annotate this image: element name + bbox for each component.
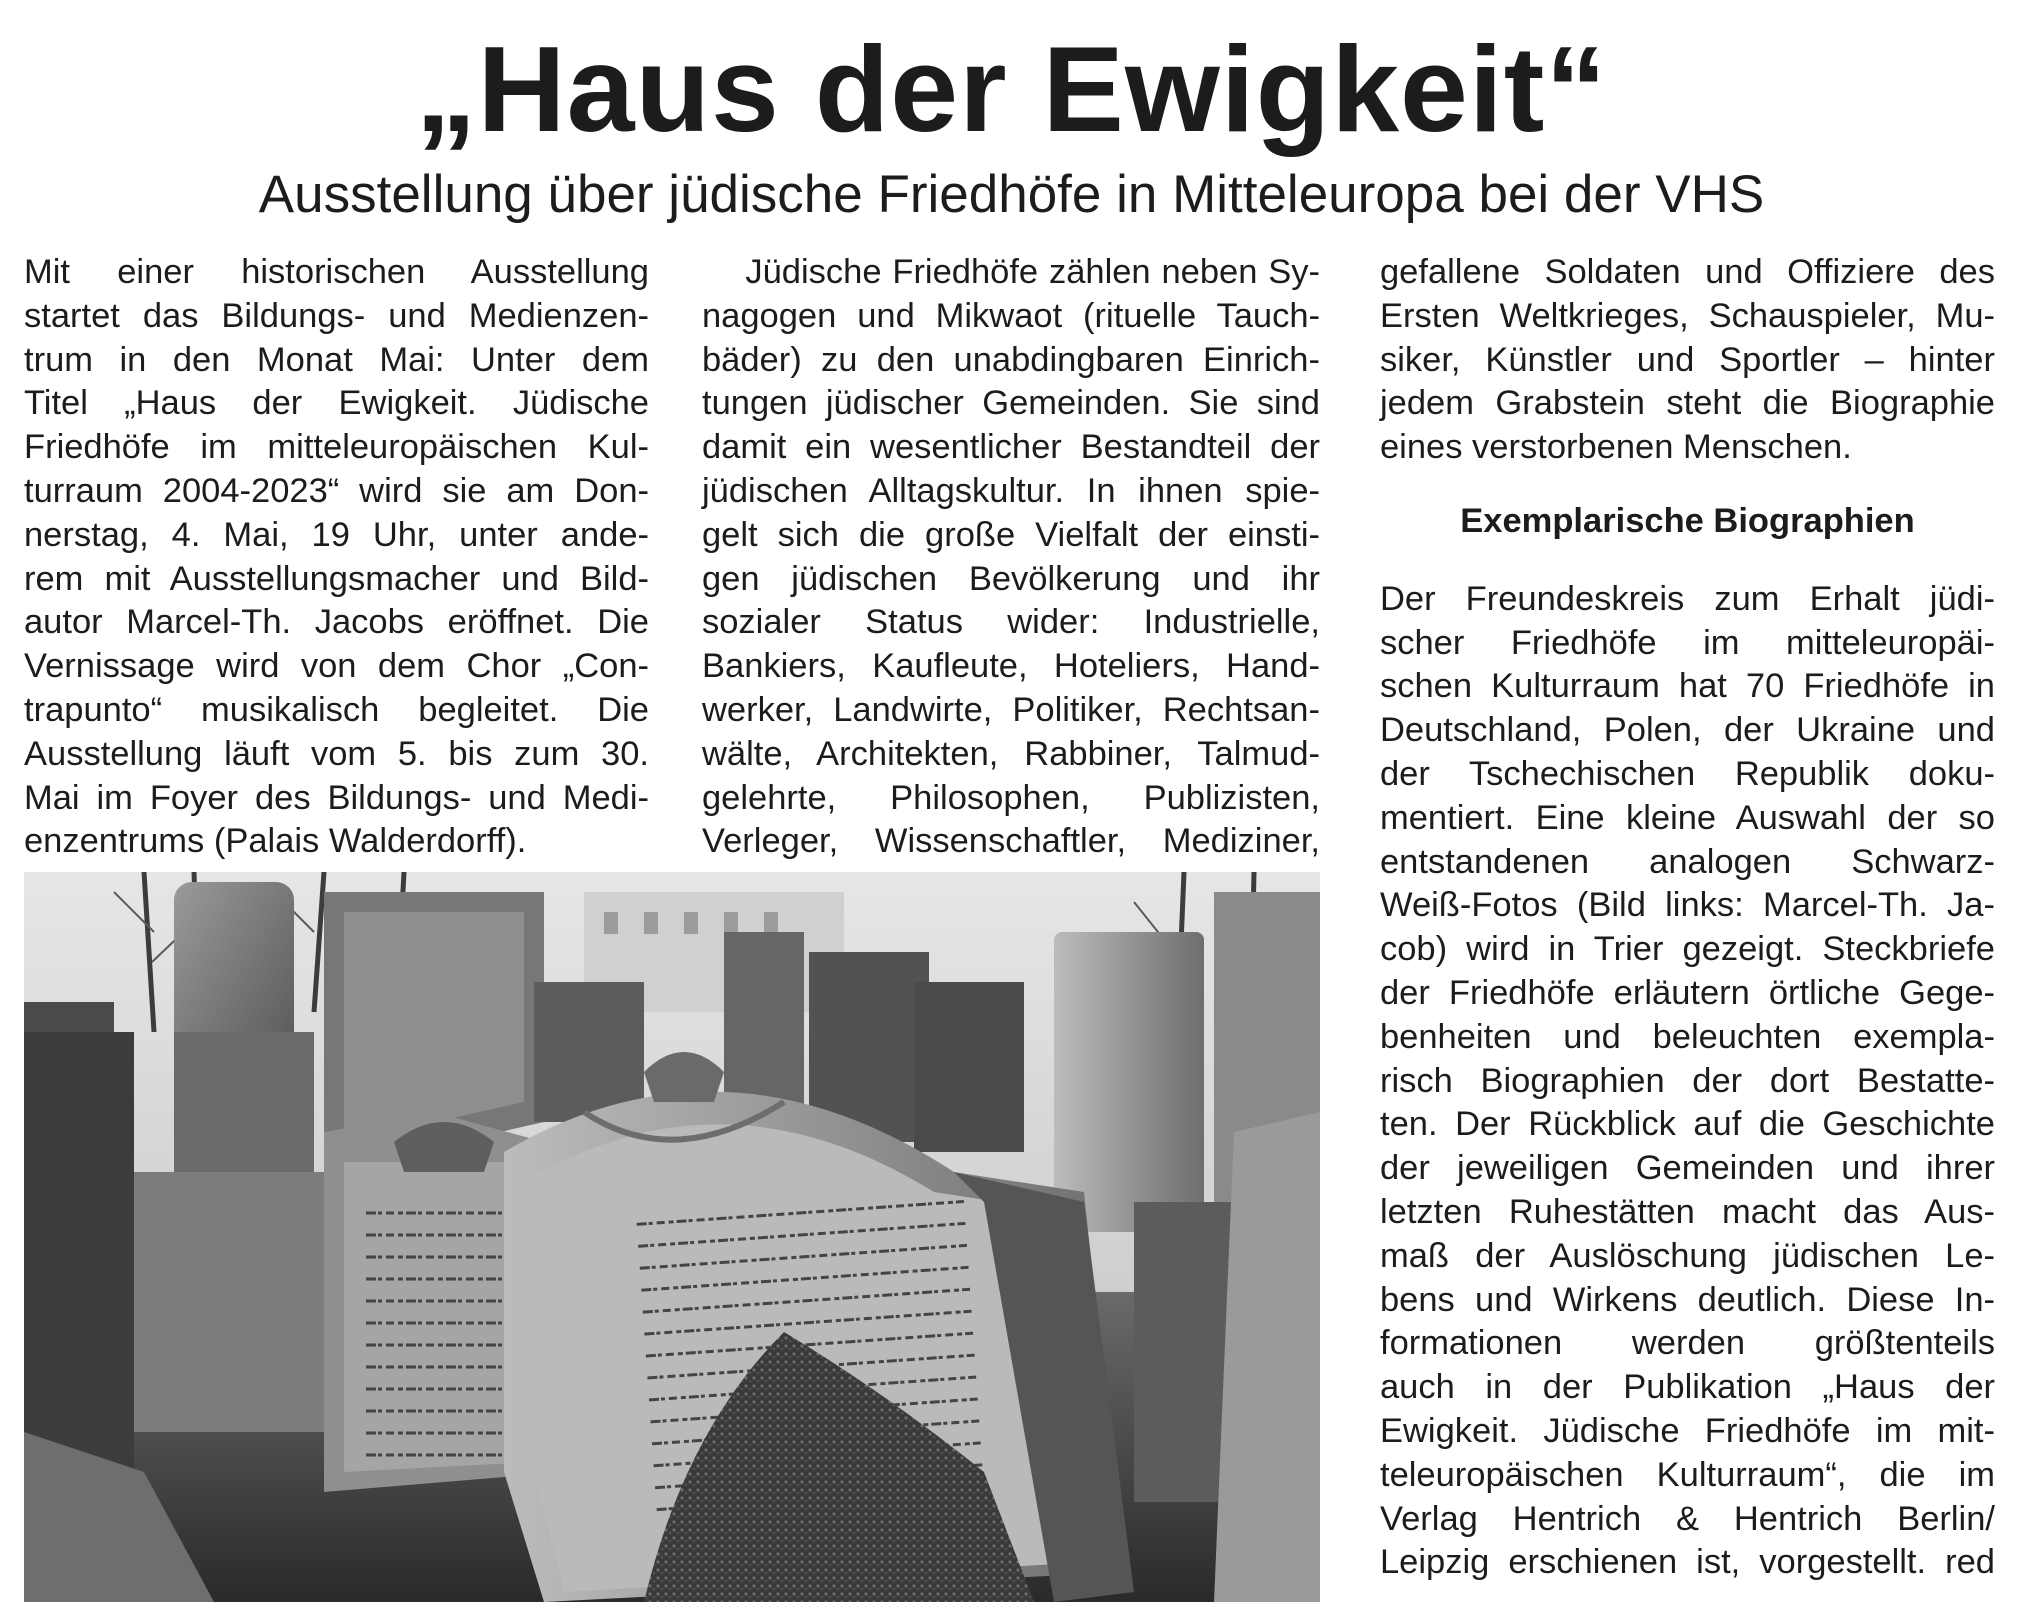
text-line: gelt sich die große Vielfalt der einsti- (702, 515, 1320, 554)
text-line: werker, Landwirte, Politiker, Rechtsan- (702, 690, 1320, 729)
text-line: rem mit Ausstellungsmacher und Bild- (24, 559, 649, 598)
text-line: gelehrte, Philosophen, Publizisten, (702, 778, 1320, 817)
text-line: gefallene Soldaten und Offiziere des (1380, 253, 1995, 291)
section-heading: Exemplarische Biographien (1460, 501, 1915, 540)
text-line: mentiert. Eine kleine Auswahl der so (1380, 798, 1995, 837)
text-line: teleuropäischen Kulturraum“, die im (1380, 1455, 1995, 1494)
text-line: sozialer Status wider: Industrielle, (702, 603, 1320, 642)
text-line: letzten Ruhestätten macht das Aus- (1380, 1192, 1995, 1231)
text-line: Weiß-Fotos (Bild links: Marcel-Th. Ja- (1380, 886, 1995, 925)
text-line: Der Freundeskreis zum Erhalt jüdi- (1380, 579, 1995, 618)
text-column-2 (702, 251, 1320, 864)
text-line: ten. Der Rückblick auf die Geschichte (1380, 1105, 1995, 1144)
text-line: Mai im Foyer des Bildungs- und Medi- (24, 778, 649, 817)
text-line: tungen jüdischer Gemeinden. Sie sind (702, 384, 1320, 423)
text-line: Friedhöfe im mitteleuropäischen Kul- (24, 428, 649, 467)
text-line: nerstag, 4. Mai, 19 Uhr, unter ande- (24, 515, 649, 554)
text-line: Jüdische Friedhöfe zählen neben Sy- (702, 253, 1320, 291)
text-line: startet das Bildungs- und Medienzen- (24, 296, 649, 335)
text-line: bäder) zu den unabdingbaren Einrich- (702, 340, 1320, 379)
text-line: Titel „Haus der Ewigkeit. Jüdische (24, 384, 649, 423)
text-line: der Friedhöfe erläutern örtliche Gege- (1380, 973, 1995, 1012)
text-line: trum in den Monat Mai: Unter dem (24, 340, 649, 379)
article-title: „Haus der Ewigkeit“ (415, 21, 1608, 157)
text-line: Ersten Weltkrieges, Schauspieler, Mu- (1380, 296, 1995, 335)
text-line: auch in der Publikation „Haus der (1380, 1368, 1995, 1407)
text-line: der jeweiligen Gemeinden und ihrer (1380, 1149, 1995, 1188)
text-line: siker, Künstler und Sportler – hinter (1380, 340, 1995, 379)
text-line: maß der Auslöschung jüdischen Le- (1380, 1236, 1995, 1275)
text-line: turraum 2004-2023“ wird sie am Don- (24, 471, 649, 510)
text-line: scher Friedhöfe im mitteleuropäi- (1380, 623, 1995, 662)
text-line: damit ein wesentlicher Bestandteil der (702, 428, 1320, 467)
spacer (1380, 470, 1995, 500)
article-subtitle: Ausstellung über jüdische Friedhöfe in Mitteleuropa bei der VHS (258, 165, 1765, 224)
text-line: Verlag Hentrich & Hentrich Berlin/ (1380, 1499, 1995, 1538)
spacer (1380, 544, 1995, 578)
text-line: jedem Grabstein steht die Biographie (1380, 384, 1995, 423)
text-line: risch Biographien der dort Bestatte- (1380, 1061, 1995, 1100)
text-line: Leipzig erschienen ist, vorgestellt. red (1380, 1543, 1995, 1582)
text-line: schen Kulturraum hat 70 Friedhöfe in (1380, 667, 1995, 706)
text-line: benheiten und beleuchten exempla- (1380, 1017, 1995, 1056)
text-line: Verleger, Wissenschaftler, Mediziner, (702, 822, 1320, 861)
text-line: Vernissage wird von dem Chor „Con- (24, 647, 649, 686)
text-column-3 (1380, 251, 1995, 1585)
cemetery-photo (24, 872, 1320, 1602)
text-line: nagogen und Mikwaot (rituelle Tauch- (702, 296, 1320, 335)
text-line: entstandenen analogen Schwarz- (1380, 842, 1995, 881)
text-line: der Tschechischen Republik doku- (1380, 754, 1995, 793)
cemetery-photo-illustration (24, 872, 1320, 1602)
text-line: autor Marcel-Th. Jacobs eröffnet. Die (24, 603, 649, 642)
text-line: Mit einer historischen Ausstellung (24, 253, 649, 291)
text-line: bens und Wirkens deutlich. Diese In- (1380, 1280, 1995, 1319)
text-line: jüdischen Alltagskultur. In ihnen spie- (702, 471, 1320, 510)
text-line: trapunto“ musikalisch begleitet. Die (24, 690, 649, 729)
text-line: cob) wird in Trier gezeigt. Steckbriefe (1380, 930, 1995, 969)
text-line: Bankiers, Kaufleute, Hoteliers, Hand- (702, 647, 1320, 686)
text-line: eines verstorbenen Menschen. (1380, 428, 1852, 467)
text-line: gen jüdischen Bevölkerung und ihr (702, 559, 1320, 598)
text-line: formationen werden größtenteils (1380, 1324, 1995, 1363)
text-column-1 (24, 251, 649, 864)
text-line: wälte, Architekten, Rabbiner, Talmud- (702, 734, 1320, 773)
text-line: Ewigkeit. Jüdische Friedhöfe im mit- (1380, 1411, 1995, 1450)
text-line: Ausstellung läuft vom 5. bis zum 30. (24, 734, 649, 773)
text-line: Deutschland, Polen, der Ukraine und (1380, 711, 1995, 750)
text-line: enzentrums (Palais Walderdorff). (24, 822, 527, 861)
